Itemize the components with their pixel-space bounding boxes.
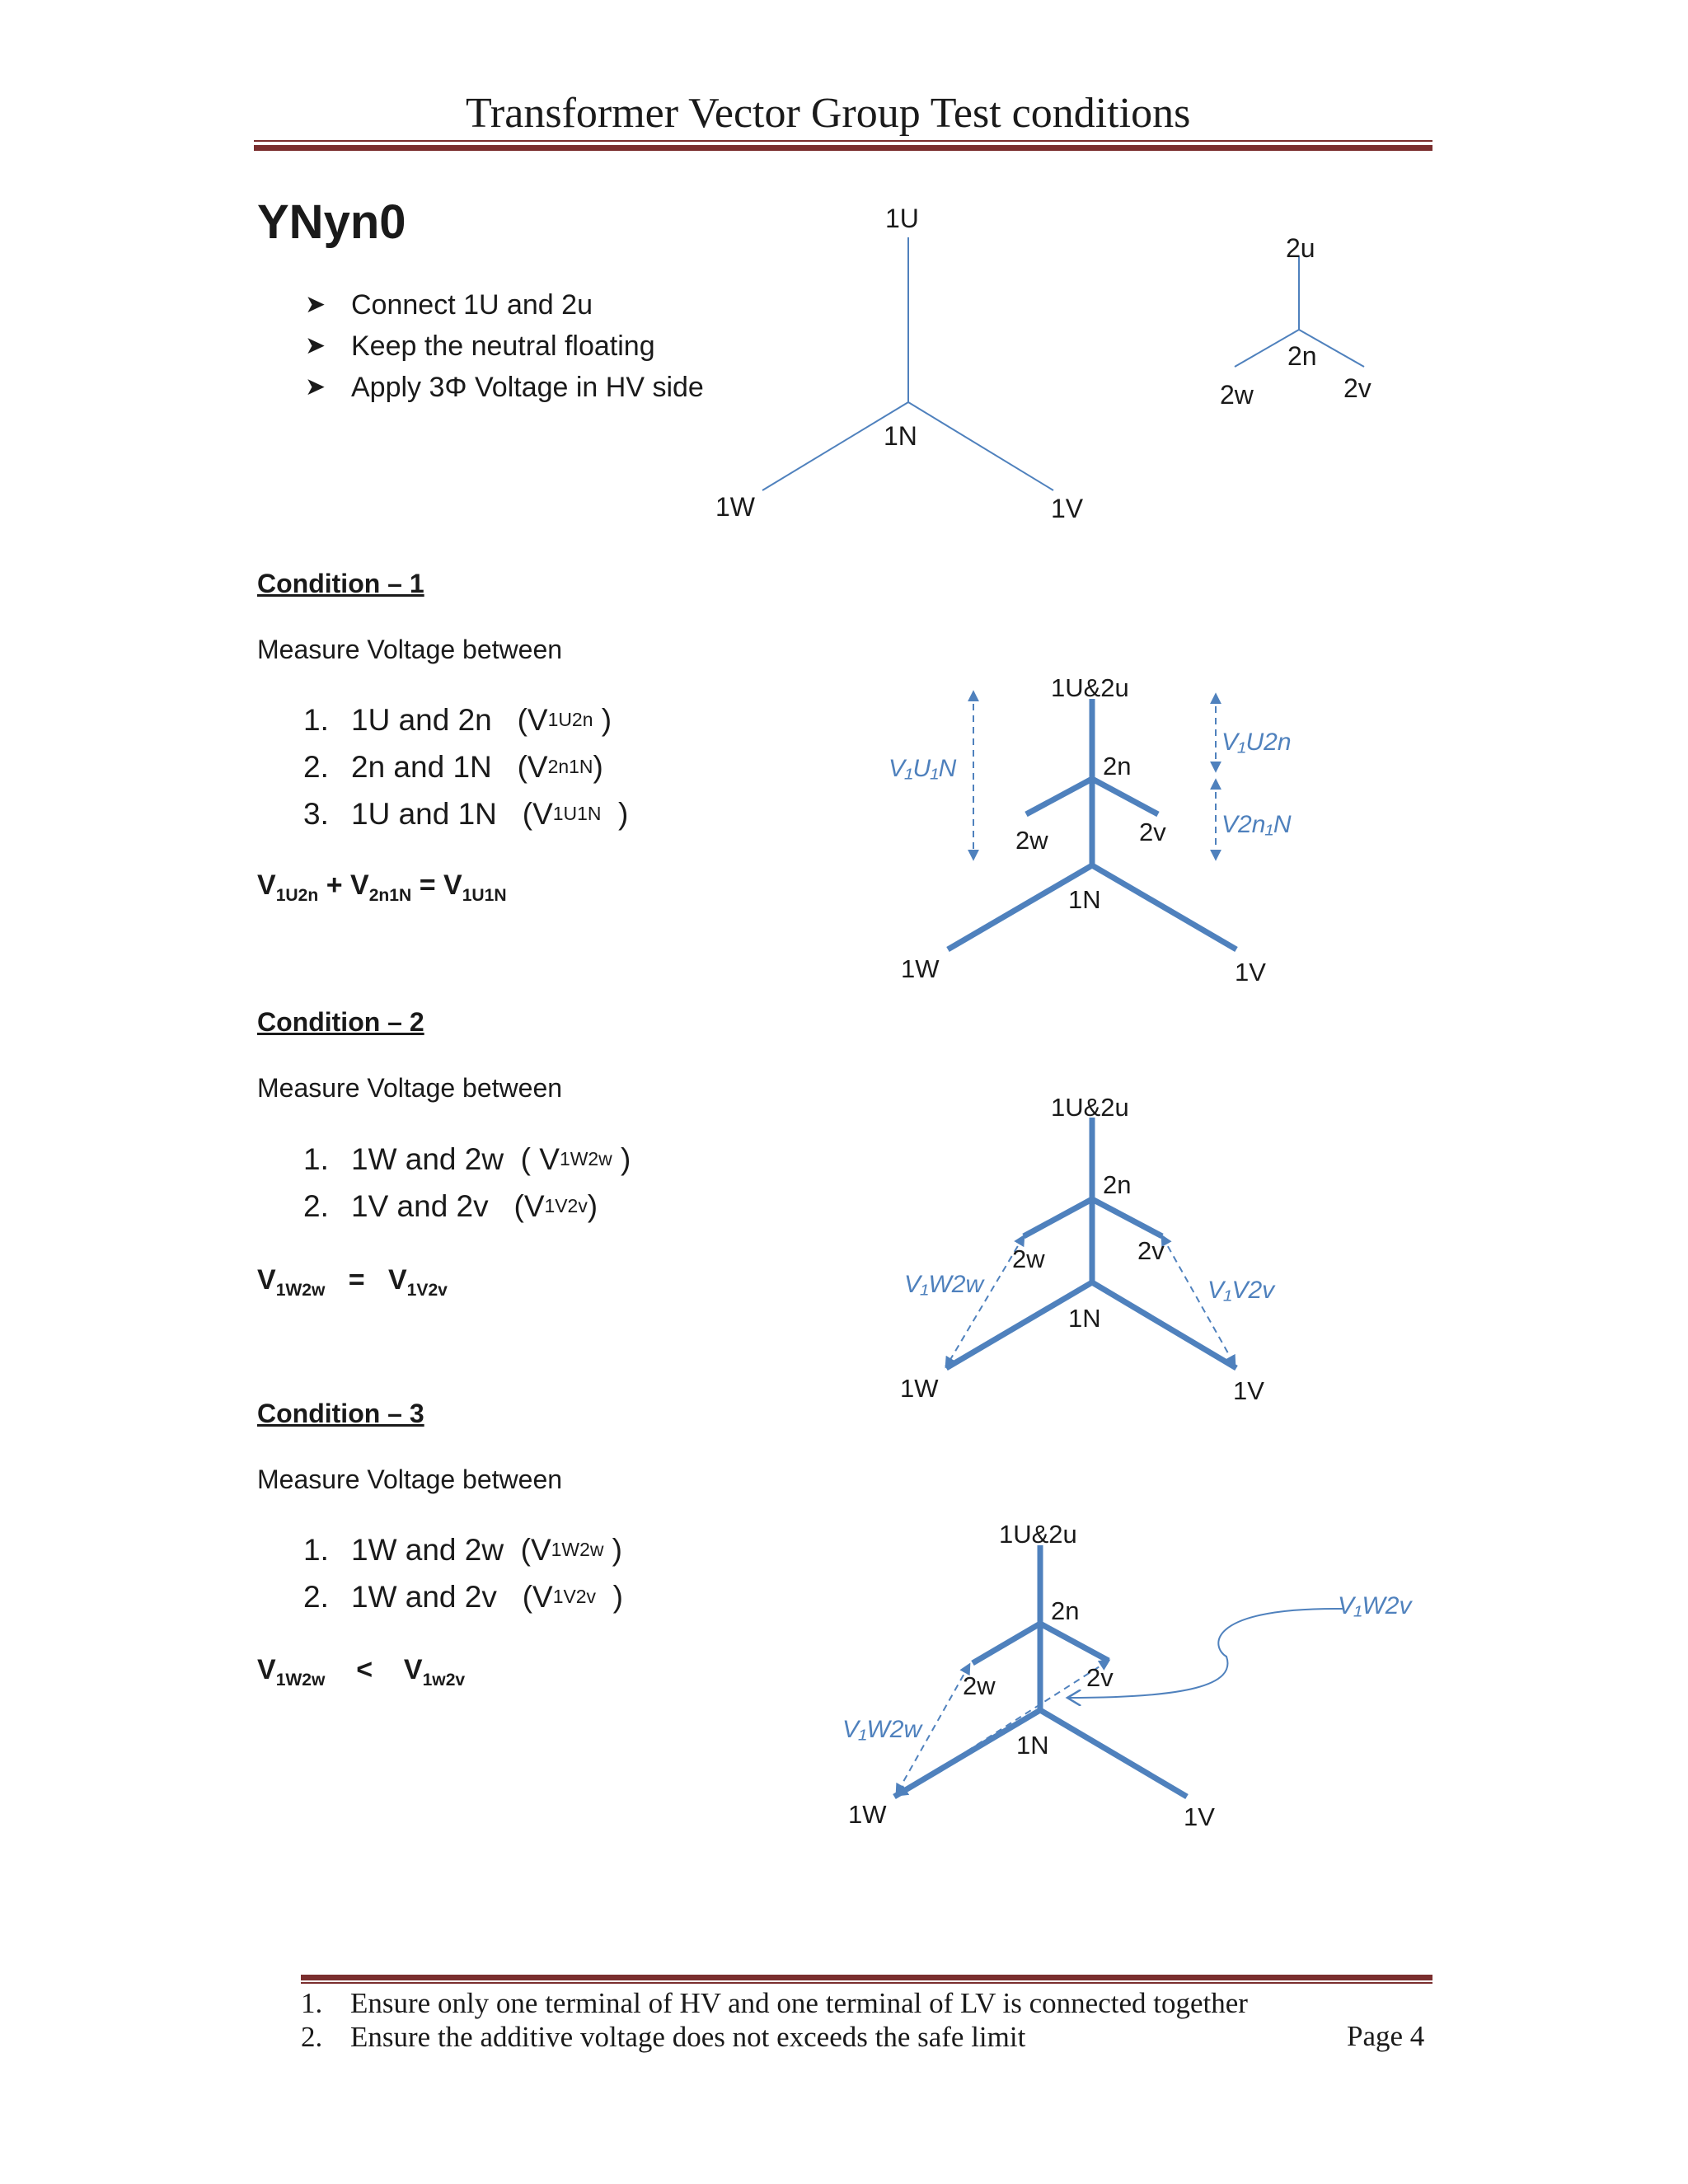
- voltage-arrow-1w2v: [898, 1661, 1109, 1795]
- instruction-item: ➤ Connect 1U and 2u: [305, 284, 704, 326]
- lv-w-label: 2w: [1220, 380, 1254, 410]
- condition-2-diagram: [900, 1093, 1276, 1405]
- hv-u-label: 1U: [885, 204, 919, 233]
- list-item: 1. 1W and 2w ( V 1W2w ): [303, 1533, 623, 1567]
- node-2v-label: 2v: [1137, 1236, 1165, 1265]
- phase-v-line: [1092, 865, 1236, 949]
- node-2n-label: 2n: [1103, 752, 1132, 780]
- node-1w-label: 1W: [901, 954, 940, 983]
- list-item: 2. 2n and 1N ( V 2n1N ): [303, 750, 603, 784]
- lv-n-label: 2n: [1287, 341, 1317, 371]
- lv-v-line: [1040, 1624, 1109, 1661]
- lv-v-label: 2v: [1343, 373, 1372, 403]
- voltage-label-1v2v: V₁V2v: [1207, 1277, 1275, 1304]
- voltage-label-1u2n: V₁U2n: [1221, 729, 1292, 756]
- instruction-item: ➤ Apply 3Φ Voltage in HV side: [305, 367, 704, 408]
- lv-v-line: [1092, 1199, 1162, 1236]
- node-2v-label: 2v: [1086, 1663, 1114, 1692]
- list-item: 1. 1W and 2w ( V 1W2w ): [303, 1142, 631, 1176]
- node-top-label: 1U&2u: [1051, 673, 1129, 702]
- node-1v-label: 1V: [1184, 1802, 1215, 1831]
- node-1w-label: 1W: [848, 1800, 887, 1829]
- footer-notes: [301, 1986, 1248, 2054]
- arrow-bullet-icon: ➤: [305, 332, 326, 359]
- node-2w-label: 2w: [1012, 1244, 1045, 1273]
- lv-w-line: [1024, 1199, 1092, 1236]
- node-2v-label: 2v: [1139, 818, 1166, 846]
- voltage-label-1w2v: V₁W2v: [1338, 1592, 1412, 1619]
- lv-u-label: 2u: [1286, 233, 1315, 263]
- voltage-label-1u1n: V₁U₁N: [889, 755, 957, 782]
- arrow-bullet-icon: ➤: [305, 291, 326, 318]
- condition-3-subtitle: Measure Voltage between: [257, 1465, 563, 1494]
- list-item: 2. 1W and 2v ( V 1V2v ): [303, 1580, 623, 1614]
- voltage-label-2n1n: V2n₁N: [1221, 811, 1292, 838]
- phase-v-line: [1040, 1710, 1187, 1797]
- node-2w-label: 2w: [963, 1671, 996, 1700]
- hv-star-diagram: [762, 237, 1053, 490]
- list-item: 3. 1U and 1N ( V 1U1N ): [303, 797, 629, 831]
- condition-2-subtitle: Measure Voltage between: [257, 1073, 563, 1103]
- footer-rule-bottom: [301, 1982, 1432, 1984]
- condition-2-formula: $V_{1W2w}$ = $V_{1V2v}$: [257, 1264, 448, 1300]
- hv-n-label: 1N: [884, 421, 917, 451]
- node-top-label: 1U&2u: [1051, 1093, 1129, 1122]
- instruction-item: ➤ Keep the neutral floating: [305, 326, 704, 367]
- footer-note: 2. Ensure the additive voltage does not exceeds the safe limit: [301, 2021, 1026, 2053]
- hv-phase-v: [908, 402, 1053, 490]
- condition-1-heading: Condition – 1: [257, 569, 424, 598]
- lv-w-line: [973, 1624, 1040, 1663]
- node-1v-label: 1V: [1235, 958, 1266, 987]
- hv-w-label: 1W: [715, 492, 755, 522]
- lv-v-line: [1092, 779, 1158, 814]
- hv-v-label: 1V: [1051, 494, 1084, 523]
- node-top-label: 1U&2u: [999, 1520, 1077, 1549]
- node-1n-label: 1N: [1068, 885, 1101, 914]
- list-item: 1. 1U and 2n ( V 1U2n ): [303, 703, 612, 737]
- condition-2-heading: Condition – 2: [257, 1007, 424, 1037]
- voltage-label-1w2w: V₁W2w: [842, 1716, 922, 1743]
- vector-group-title: YNyn0: [257, 195, 406, 249]
- condition-1-diagram: [889, 673, 1292, 987]
- voltage-label-1w2w: V₁W2w: [904, 1271, 984, 1298]
- list-item: 2. 1V and 2v ( V 1V2v ): [303, 1189, 598, 1223]
- footer-rule: [301, 1975, 1432, 1980]
- page-header-title: Transformer Vector Group Test conditions: [466, 90, 1191, 137]
- node-1v-label: 1V: [1233, 1376, 1264, 1405]
- condition-3-formula: $V_{1W2w}$ < $V_{1w2v}$: [257, 1654, 466, 1690]
- condition-3-heading: Condition – 3: [257, 1399, 424, 1428]
- node-2n-label: 2n: [1051, 1596, 1080, 1625]
- arrow-bullet-icon: ➤: [305, 373, 326, 401]
- node-2w-label: 2w: [1015, 826, 1048, 855]
- node-1n-label: 1N: [1068, 1304, 1101, 1333]
- condition-3-diagram: [842, 1520, 1413, 1831]
- condition-1-subtitle: Measure Voltage between: [257, 635, 563, 664]
- node-1w-label: 1W: [900, 1374, 939, 1403]
- page-number: Page 4: [1347, 2020, 1425, 2052]
- footer-note: 1. Ensure only one terminal of HV and one terminal of LV is connected together: [301, 1987, 1248, 2019]
- lv-w-line: [1026, 779, 1092, 814]
- node-2n-label: 2n: [1103, 1170, 1132, 1199]
- node-1n-label: 1N: [1016, 1731, 1049, 1760]
- condition-1-formula: $V_{1U2n} + V_{2n1N} = V_{1U1N}$: [257, 869, 507, 905]
